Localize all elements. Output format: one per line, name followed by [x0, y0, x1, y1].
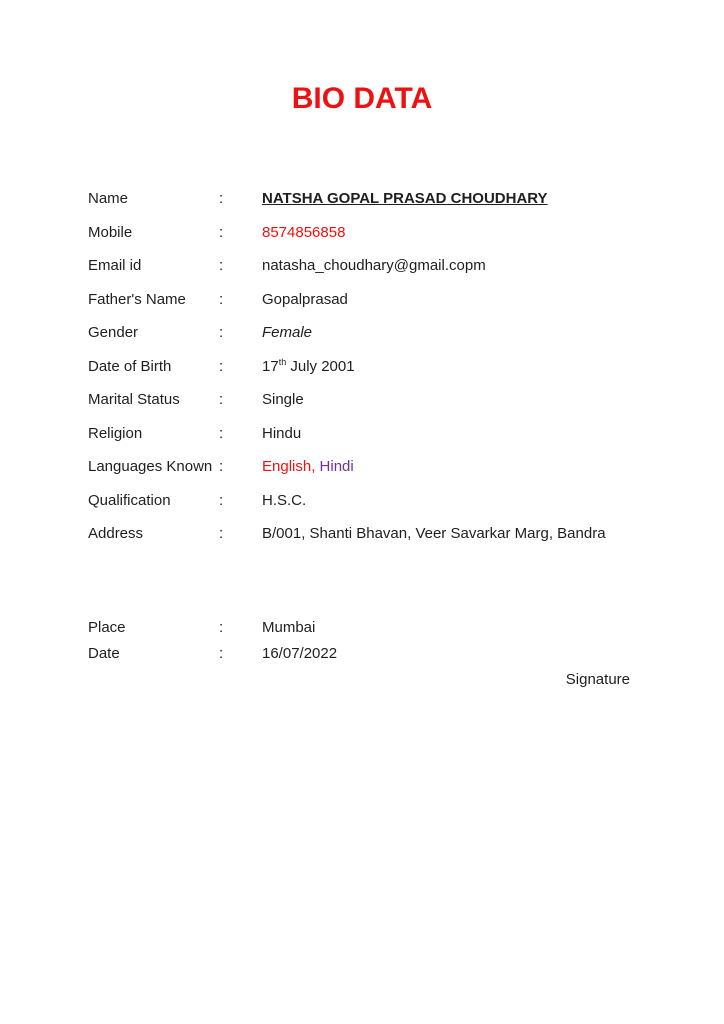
field-value-name: NATSHA GOPAL PRASAD CHOUDHARY — [262, 190, 548, 207]
field-row-fathers-name — [88, 291, 636, 309]
field-value-religion: Hindu — [262, 424, 302, 442]
field-separator: : — [219, 458, 224, 475]
field-separator: : — [219, 391, 224, 408]
field-row-email — [88, 257, 636, 275]
field-value-email: natasha_choudhary@gmail.copm — [262, 257, 486, 274]
field-label-qualification: Qualification — [88, 491, 171, 509]
field-row-name — [88, 190, 636, 208]
field-value-address: B/001, Shanti Bhavan, Veer Savarkar Marg, Bandra — [262, 525, 606, 542]
footer-value-date: 16/07/2022 — [262, 645, 338, 662]
field-label-address: Address — [88, 525, 144, 542]
field-separator: : — [219, 424, 224, 442]
field-value-languages — [262, 458, 636, 476]
field-separator: : — [219, 525, 224, 542]
footer-row-place — [88, 619, 636, 637]
field-value-gender: Female — [262, 324, 313, 341]
footer-label-place: Place — [88, 619, 126, 636]
field-separator: : — [219, 645, 224, 662]
field-row-gender — [88, 324, 636, 342]
dob-ordinal-suffix: th — [278, 356, 287, 367]
field-separator: : — [219, 619, 224, 636]
field-label-fathers-name: Father's Name — [88, 290, 186, 308]
field-value-date-of-birth — [262, 358, 636, 376]
field-label-marital-status: Marital Status — [88, 391, 180, 408]
dob-day: 17 — [262, 357, 279, 375]
language-hindi: Hindi — [315, 458, 354, 475]
footer-label-date: Date — [88, 645, 120, 662]
field-label-date-of-birth: Date of Birth — [88, 357, 172, 375]
field-label-gender: Gender — [88, 324, 139, 341]
field-row-religion — [88, 425, 636, 443]
field-value-marital-status: Single — [262, 391, 304, 408]
field-separator: : — [219, 190, 224, 207]
field-separator: : — [219, 223, 224, 241]
field-label-mobile: Mobile — [88, 223, 133, 241]
footer-value-place: Mumbai — [262, 619, 316, 636]
field-separator: : — [219, 491, 224, 509]
signature-label: Signature — [565, 671, 630, 688]
footer-section — [88, 619, 636, 663]
footer-row-date — [88, 645, 636, 663]
field-label-religion: Religion — [88, 424, 143, 442]
field-row-date-of-birth — [88, 358, 636, 376]
field-row-address — [88, 525, 636, 543]
language-english: English, — [262, 458, 316, 475]
field-separator: : — [219, 290, 224, 308]
field-value-qualification: H.S.C. — [262, 491, 307, 509]
field-value-fathers-name: Gopalprasad — [262, 290, 348, 308]
field-separator: : — [219, 324, 224, 341]
field-row-mobile — [88, 224, 636, 242]
fields-section — [88, 190, 636, 543]
field-row-qualification — [88, 492, 636, 510]
field-row-languages — [88, 458, 636, 476]
page-title: BIO DATA — [291, 82, 433, 115]
field-separator: : — [219, 257, 224, 274]
field-row-marital-status — [88, 391, 636, 409]
dob-month-year: July 2001 — [286, 357, 355, 375]
field-value-mobile: 8574856858 — [262, 223, 346, 241]
field-label-languages: Languages Known — [88, 458, 213, 475]
field-separator: : — [219, 357, 224, 375]
field-label-name: Name — [88, 190, 129, 207]
field-label-email: Email id — [88, 257, 142, 274]
